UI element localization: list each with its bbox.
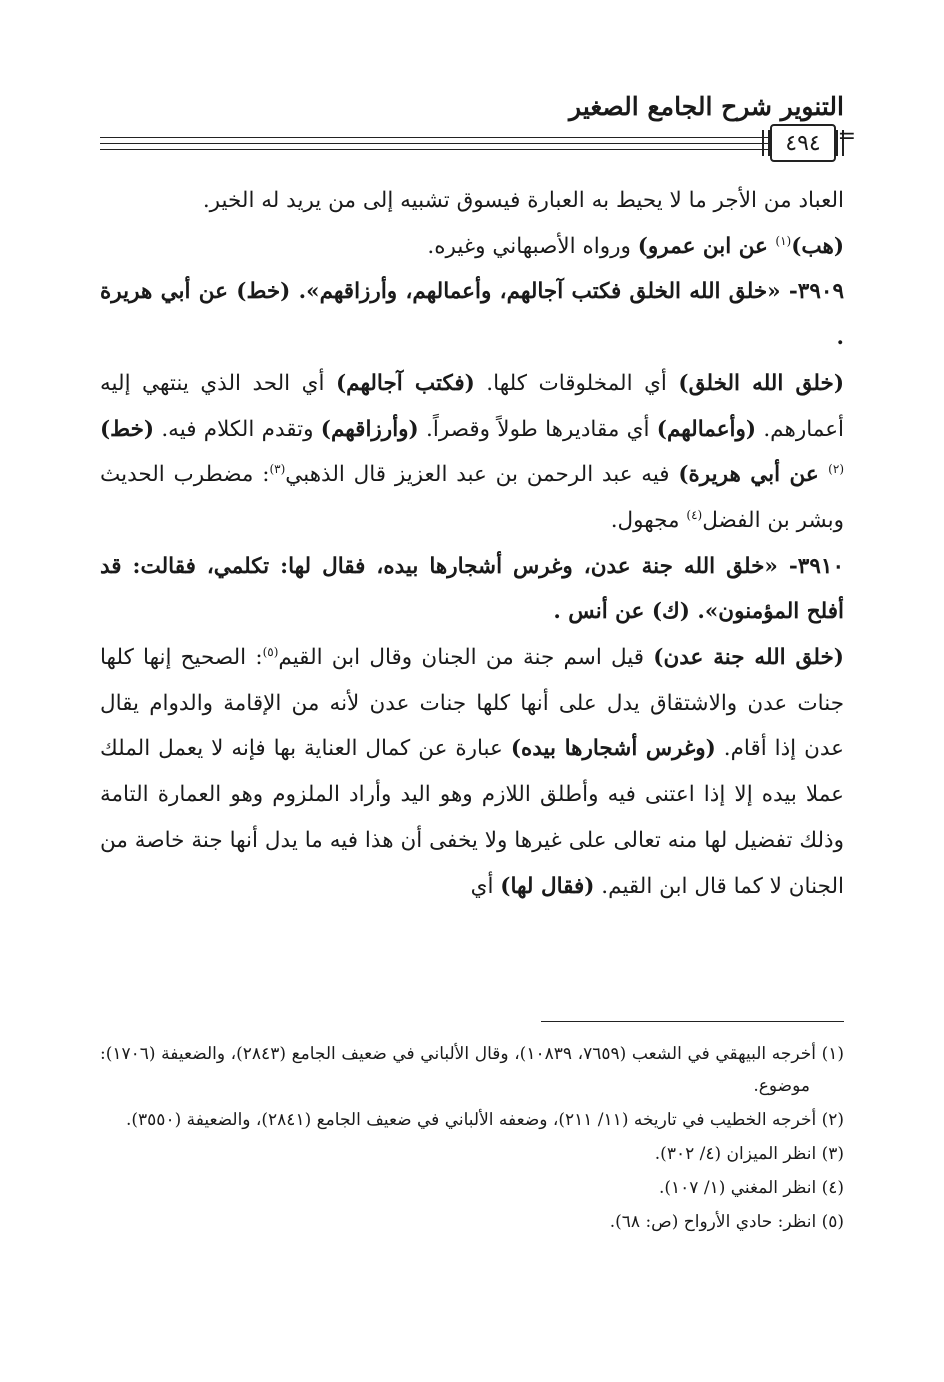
text-run: أي المخلوقات كلها.	[474, 370, 679, 396]
header-rule	[100, 137, 768, 138]
footnote-ref-1: (١)	[775, 233, 792, 248]
hadith-3910	[100, 544, 844, 635]
keyword: (فقال لها)	[500, 873, 595, 899]
source-code: (هب)	[791, 233, 844, 259]
text-run: ورواه الأصبهاني وغيره.	[427, 233, 638, 259]
footnote-ref-3: (٣)	[269, 462, 286, 477]
source-attribution: عن أبي هريرة)	[678, 462, 829, 488]
text-run: أي الحد الذي ينتهي إليه أعمارهم.	[100, 370, 844, 442]
keyword: (وأرزاقهم)	[320, 416, 419, 442]
text-run: : مضطرب الحديث وبشر بن الفضل	[100, 462, 844, 533]
hadith-text: ٣٩١٠- «خلق الله جنة عدن، وغرس أشجارها بيده، فقال لها: تكلمي، فقالت: قد أفلح المؤمنون». (ك) عن أنس .	[100, 553, 844, 625]
keyword: (خلق الله جنة عدن)	[653, 645, 844, 671]
footnote-5: (٥) انظر: حادي الأرواح (ص: ٦٨).	[609, 1212, 844, 1232]
footnote-2: (٢) أخرجه الخطيب في تاريخه (١١/ ٢١١)، وضعفه الألباني في ضعيف الجامع (٢٨٤١)، والضعيفة (٣٥٥٠).	[126, 1110, 844, 1130]
header-rule	[100, 143, 768, 144]
keyword: (وغرس أشجارها بيده)	[510, 736, 716, 762]
keyword: (خلق الله الخلق)	[678, 370, 844, 396]
keyword: (وأعمالهم)	[656, 416, 757, 442]
text-run: العباد من الأجر ما لا يحيط به العبارة فيسوق تشبيه إلى من يريد له الخير.	[202, 188, 844, 213]
source-attribution: عن ابن عمرو)	[637, 233, 776, 259]
text-run: مجهول.	[610, 507, 687, 533]
text-run: فيه عبد الرحمن بن عبد العزيز قال الذهبي	[285, 462, 679, 488]
paragraph-3	[100, 635, 844, 909]
header-rule	[100, 149, 768, 150]
text-run: عبارة عن كمال العناية بها فإنه لا يعمل الملك عملا بيده إلا إذا اعتنى فيه وأطلق اللازم وهو اليد وأراد الملزوم وهو العمارة التامة وذلك تفضيل لها منه تعالى على غيرها ولا يخفى أن هذا فيه ما يدل أنها جنة خاصة من الجنان لا كما قال ابن القيم.	[100, 736, 844, 899]
source-code: (خط)	[100, 416, 155, 442]
footnote-ref-2: (٢)	[828, 462, 844, 477]
footnote-1: (١) أخرجه البيهقي في الشعب (٧٦٥٩، ١٠٨٣٩)، وقال الألباني في ضعيف الجامع (٢٨٤٣)، والضعيفة (١٧٠٦): موضوع.	[100, 1044, 845, 1096]
footnote-ref-4: (٤)	[686, 507, 703, 522]
text-run: أي	[470, 873, 501, 899]
main-text	[100, 178, 844, 909]
hadith-3909	[100, 269, 844, 360]
page-number: ٤٩٤	[770, 124, 836, 162]
paragraph-1	[100, 178, 844, 269]
footnotes	[100, 1038, 844, 1240]
footnote-4: (٤) انظر المغني (١/ ١٠٧).	[658, 1178, 844, 1198]
paragraph-2	[100, 361, 844, 544]
text-run: : الصحيح إنها كلها جنات عدن والاشتقاق يدل على أنها كلها جنات عدن لأنه من الإقامة والدوام يقال عدن إذا أقام.	[100, 645, 845, 762]
keyword: (فكتب آجالهم)	[335, 370, 475, 396]
text-run: أي مقاديرها طولاً وقصراً.	[418, 416, 657, 442]
text-run: وتقدم الكلام فيه.	[154, 416, 321, 442]
text-run: قيل اسم جنة من الجنان وقال ابن القيم	[278, 645, 654, 671]
hadith-text: ٣٩٠٩- «خلق الله الخلق فكتب آجالهم، وأعمالهم، وأرزاقهم». (خط) عن أبي هريرة .	[100, 279, 844, 351]
running-title: التنوير شرح الجامع الصغير	[569, 92, 844, 121]
footnote-separator	[541, 1021, 844, 1022]
footnote-ref-5: (٥)	[262, 644, 279, 659]
footnote-3: (٣) انظر الميزان (٤/ ٣٠٢).	[654, 1144, 844, 1164]
page-mark: =	[837, 124, 856, 149]
